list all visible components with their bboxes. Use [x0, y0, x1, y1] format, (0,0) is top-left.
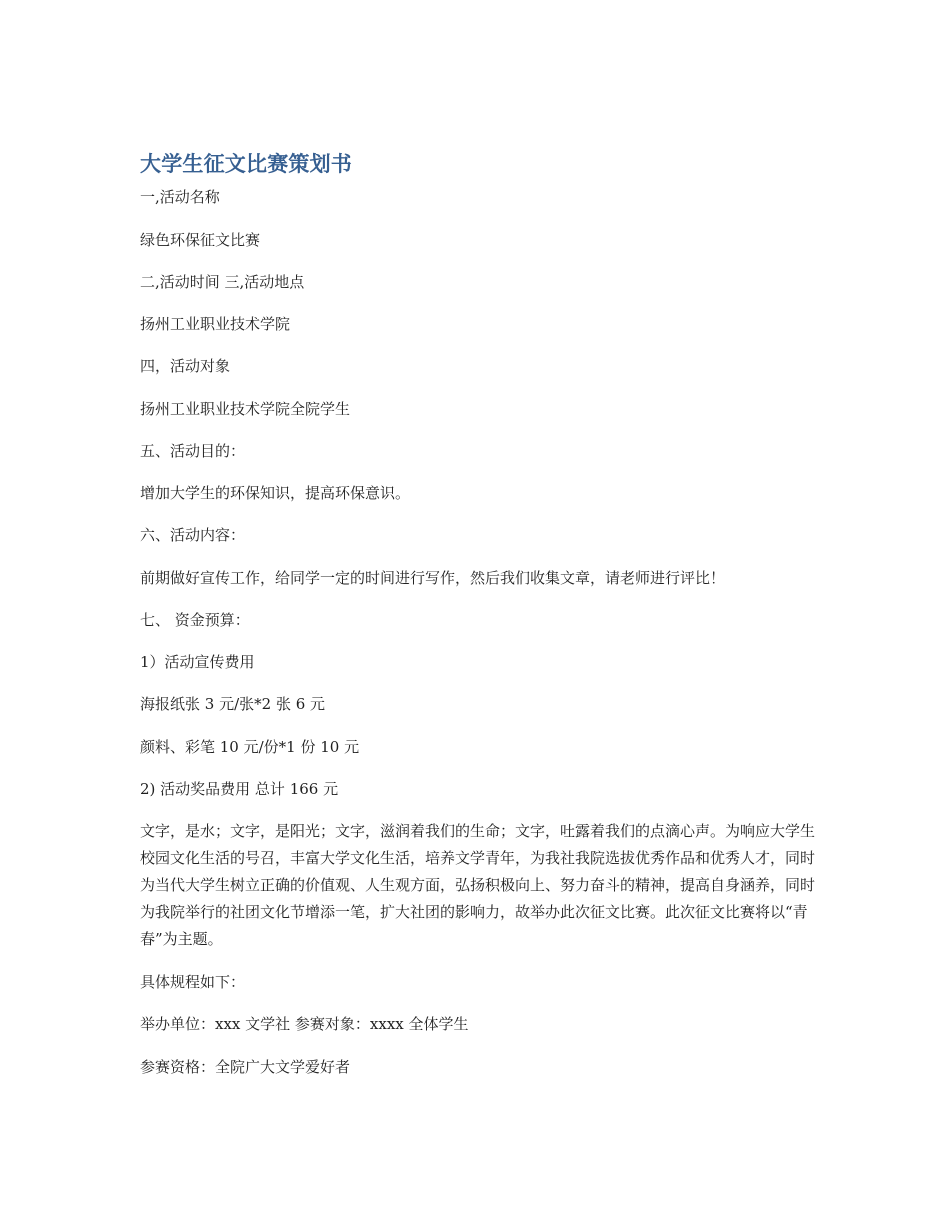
paragraph-activity-name-heading: 一,活动名称 — [140, 188, 220, 207]
document-title: 大学生征文比赛策划书 — [140, 152, 352, 176]
paragraph-activity-name: 绿色环保征文比赛 — [140, 230, 261, 249]
paragraph-poster-cost: 海报纸张 3 元/张*2 张 6 元 — [140, 695, 326, 714]
paragraph-prize-cost: 2) 活动奖品费用 总计 166 元 — [140, 779, 339, 798]
paragraph-essay-intro: 文字，是水；文字，是阳光；文字，滋润着我们的生命；文字，吐露着我们的点滴心声。为响应大学生校园文化生活的号召，丰富大学文化生活，培养文学青年，为我社我院选拔优秀作品和优秀人才，同时为当代大学生树立正确的价值观、人生观方面，弘扬积极向上、努力奋斗的精神，提高自身涵养，同时为我院举行的社团文化节增添一笔，扩大社团的影响力，故举办此次征文比赛。此次征文比赛将以“青春”为主题。 — [140, 822, 816, 949]
paragraph-paint-cost: 颜料、彩笔 10 元/份*1 份 10 元 — [140, 737, 360, 756]
paragraph-rules-heading: 具体规程如下： — [140, 973, 246, 992]
paragraph-publicity-cost: 1）活动宣传费用 — [140, 653, 255, 672]
paragraph-content: 前期做好宣传工作，给同学一定的时间进行写作，然后我们收集文章，请老师进行评比！ — [140, 568, 726, 587]
paragraph-time-location-heading: 二,活动时间 三,活动地点 — [140, 272, 305, 291]
paragraph-budget-heading: 七、 资金预算： — [140, 610, 250, 629]
document-page — [140, 150, 820, 1096]
paragraph-purpose-heading: 五、活动目的： — [140, 441, 246, 460]
paragraph-purpose: 增加大学生的环保知识，提高环保意识。 — [140, 484, 411, 503]
paragraph-location: 扬州工业职业技术学院 — [140, 315, 291, 334]
paragraph-target: 扬州工业职业技术学院全院学生 — [140, 399, 351, 418]
paragraph-content-heading: 六、活动内容： — [140, 526, 246, 545]
paragraph-eligibility: 参赛资格：全院广大文学爱好者 — [140, 1057, 351, 1076]
paragraph-organizer: 举办单位：xxx 文学社 参赛对象：xxxx 全体学生 — [140, 1015, 469, 1034]
paragraph-target-heading: 四，活动对象 — [140, 357, 231, 376]
